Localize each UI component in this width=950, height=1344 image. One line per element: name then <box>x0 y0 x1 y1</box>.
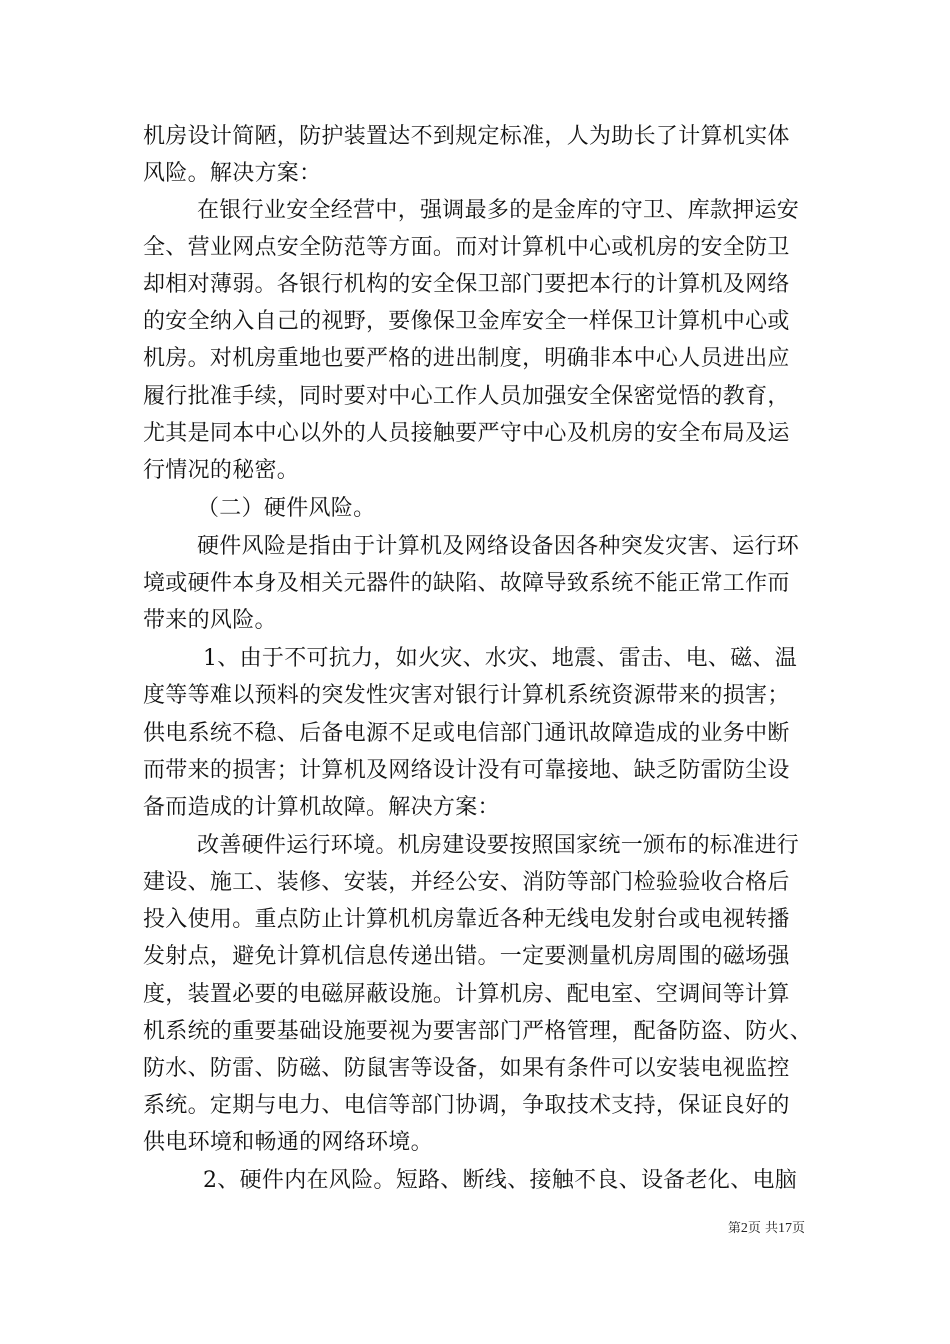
page-number: 2 <box>740 1221 748 1236</box>
paragraph-first-line: 2、硬件内在风险。短路、断线、接触不良、设备老化、电脑 <box>203 1168 798 1193</box>
page-total: 17 <box>777 1221 792 1236</box>
text-line: 机房。对机房重地也要严格的进出制度，明确非本中心人员进出应 <box>143 346 790 371</box>
paragraph-first-line: 硬件风险是指由于计算机及网络设备因各种突发灾害、运行环 <box>197 534 800 559</box>
page-footer <box>728 1220 805 1238</box>
paragraph-first-line: 在银行业安全经营中，强调最多的是金库的守卫、库款押运安 <box>197 198 800 223</box>
text-line: 投入使用。重点防止计算机机房靠近各种无线电发射台或电视转播 <box>143 907 790 932</box>
text-line: 建设、施工、装修、安装，并经公安、消防等部门检验验收合格后 <box>143 870 790 895</box>
text-line: 的安全纳入自己的视野，要像保卫金库安全一样保卫计算机中心或 <box>143 309 790 334</box>
footer-suffix: 页 <box>791 1221 805 1236</box>
text-line: 备而造成的计算机故障。解决方案： <box>143 795 500 820</box>
text-line: 机系统的重要基础设施要视为要害部门严格管理，配备防盗、防火、 <box>143 1019 813 1044</box>
text-line: 防水、防雷、防磁、防鼠害等设备，如果有条件可以安装电视监控 <box>143 1056 790 1081</box>
text-line: 系统。定期与电力、电信等部门协调，争取技术支持，保证良好的 <box>143 1093 790 1118</box>
text-line: 度等等难以预料的突发性灾害对银行计算机系统资源带来的损害； <box>143 683 790 708</box>
text-line: 供电系统不稳、后备电源不足或电信部门通讯故障造成的业务中断 <box>143 721 790 746</box>
text-line: 供电环境和畅通的网络环境。 <box>143 1130 433 1155</box>
text-line: 境或硬件本身及相关元器件的缺陷、故障导致系统不能正常工作而 <box>143 571 790 596</box>
section-heading: （二）硬件风险。 <box>197 496 376 521</box>
text-line: 全、营业网点安全防范等方面。而对计算机中心或机房的安全防卫 <box>143 235 790 260</box>
paragraph-first-line: 1、由于不可抗力，如火灾、水灾、地震、雷击、电、磁、温 <box>203 646 798 671</box>
text-line: 发射点，避免计算机信息传递出错。一定要测量机房周围的磁场强 <box>143 944 790 969</box>
paragraph-first-line: 改善硬件运行环境。机房建设要按照国家统一颁布的标准进行 <box>197 833 800 858</box>
text-line: 机房设计简陋，防护装置达不到规定标准，人为助长了计算机实体 <box>143 124 790 149</box>
footer-prefix: 第 <box>727 1221 741 1236</box>
text-line: 行情况的秘密。 <box>143 458 300 483</box>
footer-middle: 页 共 <box>747 1221 778 1236</box>
text-line: 而带来的损害；计算机及网络设计没有可靠接地、缺乏防雷防尘设 <box>143 758 790 783</box>
text-line: 尤其是同本中心以外的人员接触要严守中心及机房的安全布局及运 <box>143 421 790 446</box>
text-line: 却相对薄弱。各银行机构的安全保卫部门要把本行的计算机及网络 <box>143 272 790 297</box>
text-line: 度，装置必要的电磁屏蔽设施。计算机房、配电室、空调间等计算 <box>143 982 790 1007</box>
text-line: 履行批准手续，同时要对中心工作人员加强安全保密觉悟的教育， <box>143 384 790 409</box>
text-line: 风险。解决方案： <box>143 161 322 186</box>
text-line: 带来的风险。 <box>143 608 277 633</box>
